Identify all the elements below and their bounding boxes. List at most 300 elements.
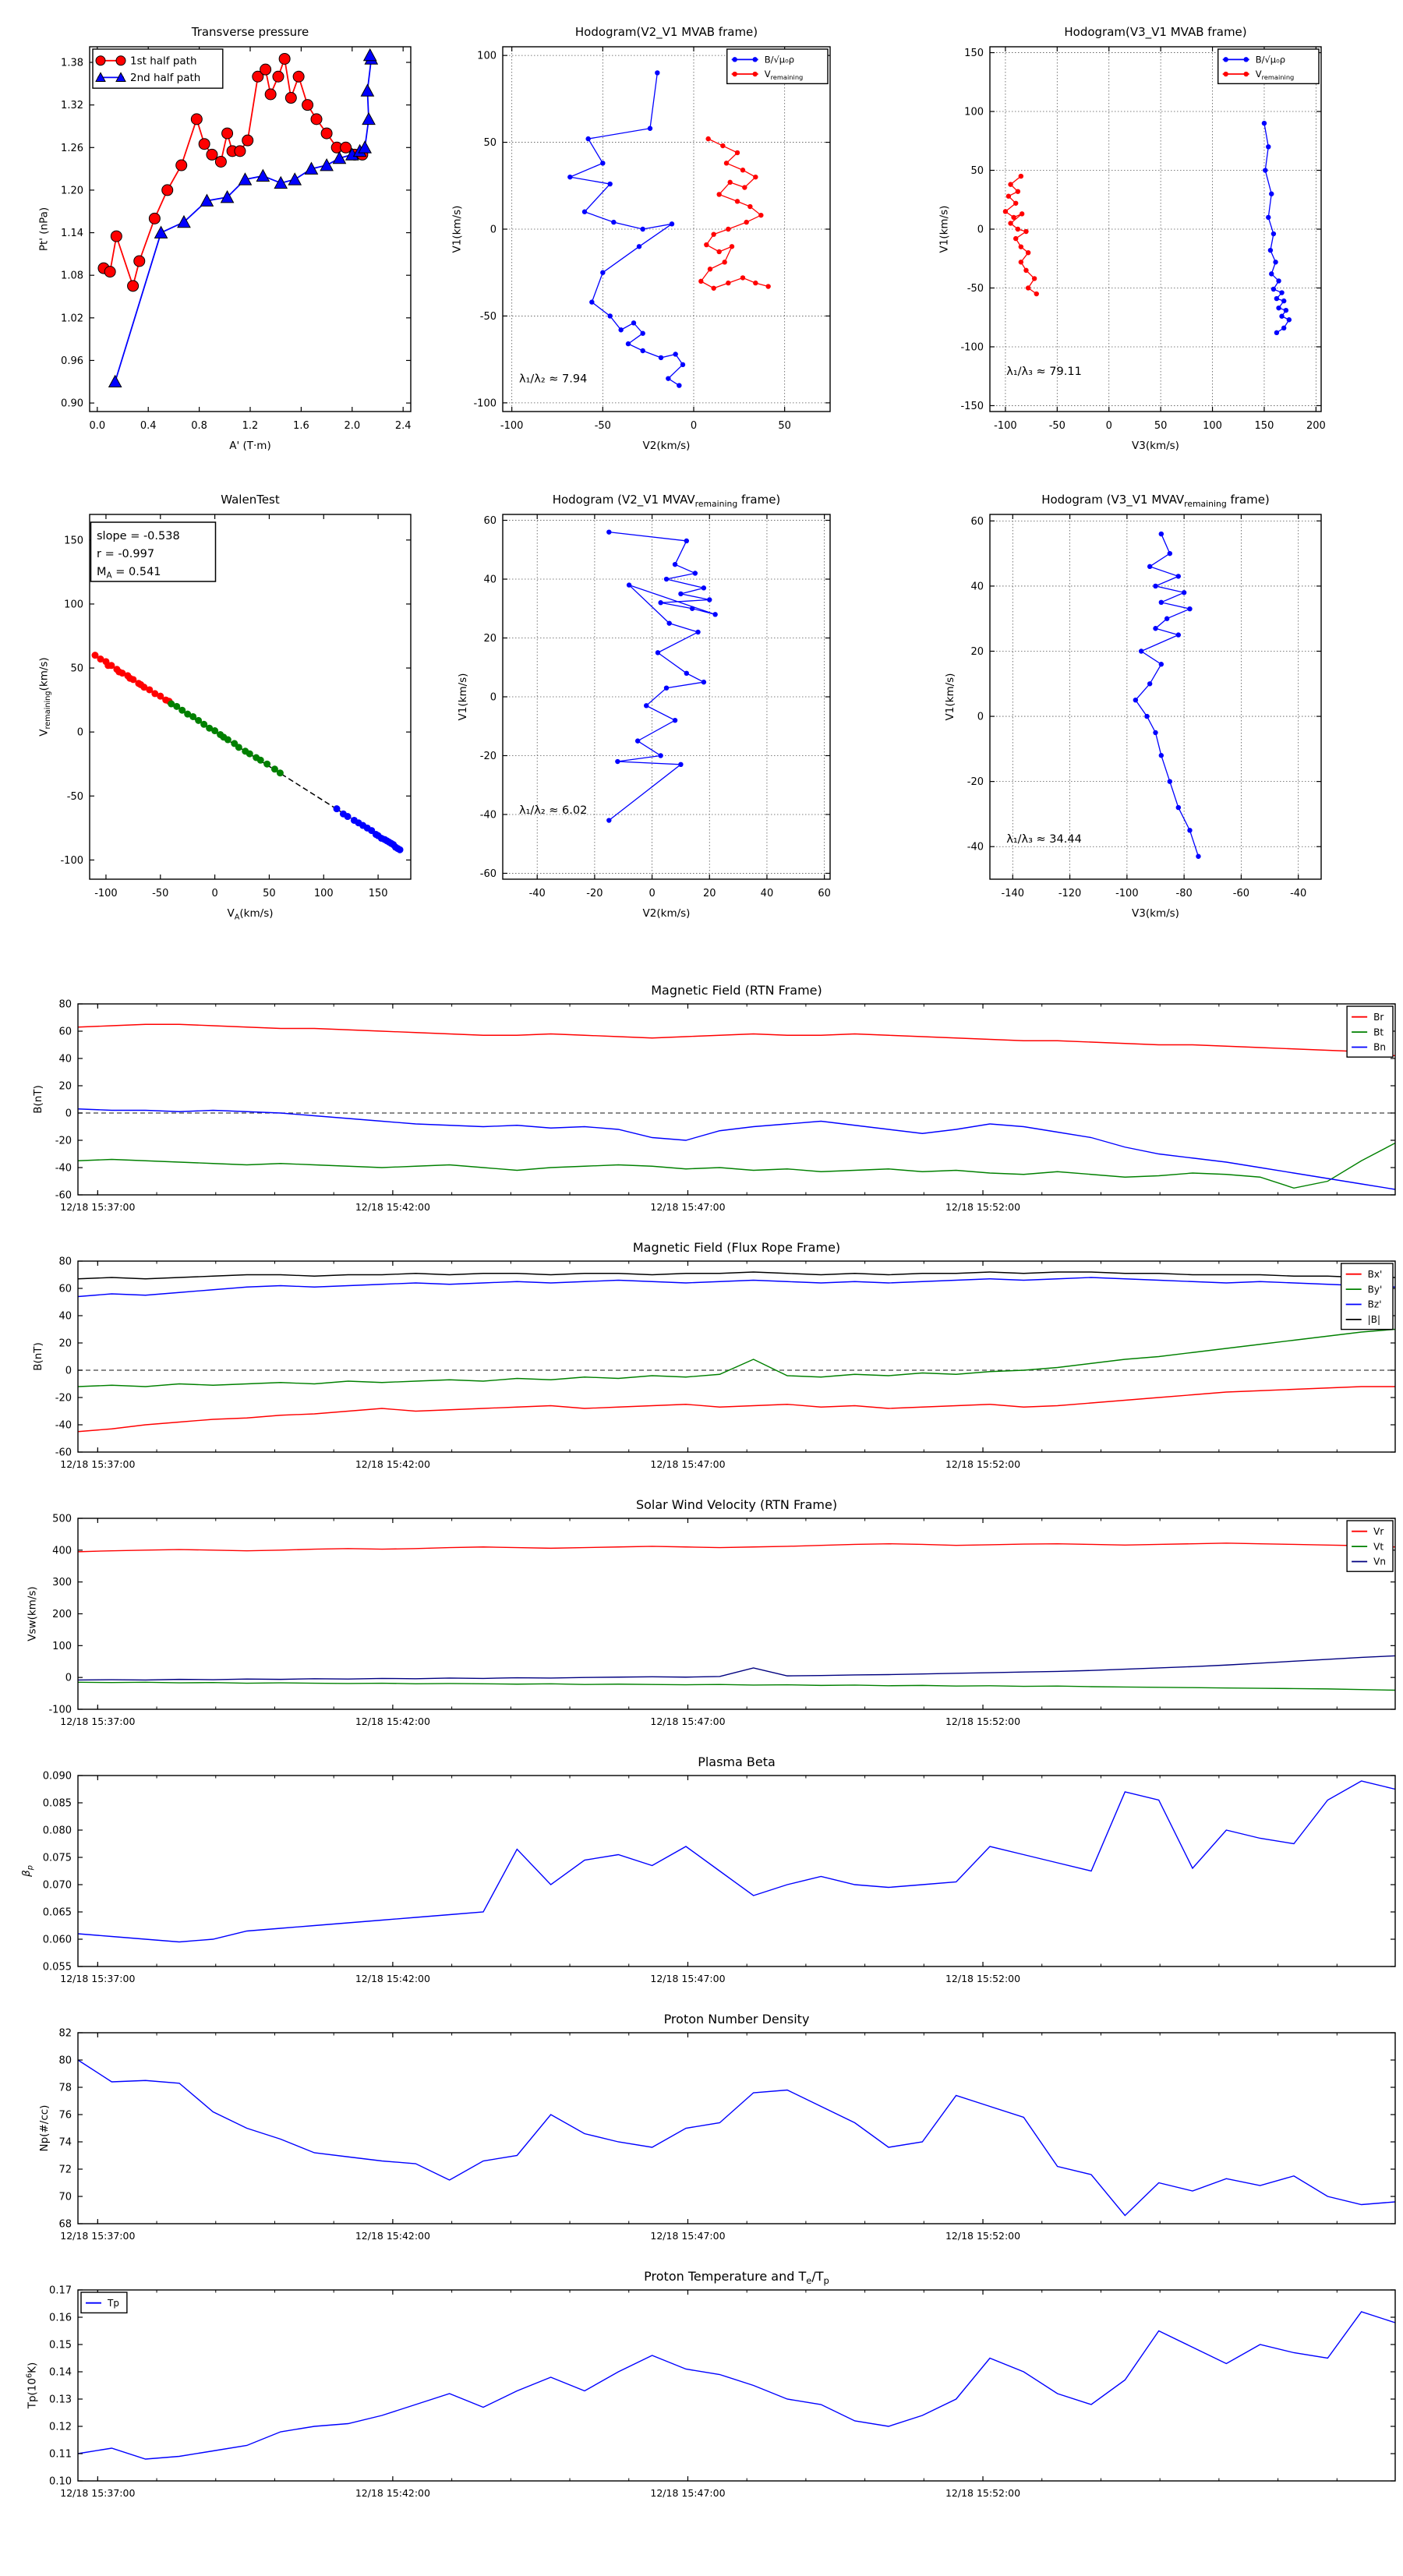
circle-shape bbox=[626, 341, 631, 346]
tspan-shape: 12/18 15:37:00 bbox=[60, 1458, 136, 1470]
tspan-shape: λ₁/λ₃ ≈ 79.11 bbox=[1006, 366, 1082, 379]
y-tick-label bbox=[61, 185, 83, 196]
series-group bbox=[98, 49, 377, 387]
x-tick-label bbox=[945, 1973, 1020, 1984]
circle-shape bbox=[702, 585, 706, 590]
legend-label bbox=[1368, 1284, 1383, 1295]
circle-shape bbox=[1269, 271, 1274, 276]
path-shape bbox=[288, 173, 301, 185]
tspan-shape: 80 bbox=[58, 1256, 72, 1268]
walen-test-panel bbox=[38, 493, 411, 921]
circle-shape bbox=[690, 606, 694, 611]
circle-shape bbox=[334, 805, 341, 812]
tspan-shape: 0 bbox=[76, 726, 83, 739]
circle-shape bbox=[344, 813, 351, 820]
y-tick-label bbox=[61, 355, 83, 367]
circle-shape bbox=[1159, 753, 1164, 758]
x-tick-label bbox=[369, 888, 388, 899]
y-tick-label bbox=[52, 1641, 72, 1652]
circle-shape bbox=[293, 71, 304, 82]
tspan-shape: 12/18 15:42:00 bbox=[355, 2487, 430, 2499]
tspan-shape: 60 bbox=[58, 1283, 72, 1295]
tspan-shape: V1(km/s) bbox=[457, 673, 470, 721]
circle-shape bbox=[235, 146, 246, 157]
y-tick-label bbox=[58, 2028, 72, 2040]
circle-shape bbox=[582, 210, 587, 214]
tspan-shape: remaining bbox=[694, 498, 738, 509]
circle-shape bbox=[1133, 698, 1138, 702]
circle-shape bbox=[753, 281, 758, 285]
tspan-shape: 100 bbox=[313, 888, 334, 899]
tspan-shape: 50 bbox=[263, 888, 276, 899]
tspan-shape: β bbox=[20, 1870, 33, 1877]
circle-shape bbox=[659, 355, 663, 360]
circle-shape bbox=[716, 249, 721, 254]
series-group bbox=[78, 1543, 1395, 1691]
tspan-shape: 500 bbox=[52, 1513, 72, 1525]
circle-shape bbox=[765, 284, 770, 288]
x-tick-label bbox=[355, 2487, 430, 2499]
y-axis-label bbox=[457, 673, 469, 721]
y-tick-label bbox=[55, 1136, 72, 1147]
tspan-shape: By' bbox=[1367, 1284, 1383, 1295]
tspan-shape: slope = -0.538 bbox=[97, 530, 180, 542]
circle-shape bbox=[1262, 121, 1267, 125]
x-tick-label bbox=[89, 420, 105, 432]
circle-shape bbox=[1269, 192, 1274, 196]
y-tick-label bbox=[977, 224, 984, 236]
tspan-shape: 20 bbox=[970, 646, 984, 658]
tspan-shape: -20 bbox=[55, 1135, 72, 1147]
circle-shape bbox=[635, 738, 640, 743]
y-axis-label bbox=[38, 207, 51, 251]
y-tick-label bbox=[55, 1190, 72, 1202]
y-tick-label bbox=[967, 776, 984, 788]
circle-shape bbox=[1287, 317, 1292, 322]
tspan-shape: 20 bbox=[702, 888, 716, 899]
axes-frame bbox=[78, 1776, 1395, 1966]
y-tick-label bbox=[477, 51, 497, 62]
circle-shape bbox=[1271, 287, 1276, 292]
circle-shape bbox=[655, 70, 659, 75]
circle-shape bbox=[735, 199, 740, 203]
tspan-shape: λ₁/λ₃ ≈ 34.44 bbox=[1006, 833, 1082, 846]
tspan-shape: 1.20 bbox=[61, 185, 83, 197]
y-tick-label bbox=[483, 137, 497, 149]
panel-title bbox=[651, 983, 822, 998]
y-tick-label bbox=[964, 107, 984, 118]
circle-shape bbox=[720, 143, 725, 148]
tspan-shape: -100 bbox=[500, 420, 524, 432]
tspan-shape: V bbox=[764, 69, 771, 80]
tspan-shape: 60 bbox=[58, 1026, 72, 1038]
circle-shape bbox=[1013, 201, 1018, 206]
x-axis-label bbox=[1132, 440, 1179, 452]
tspan-shape: -80 bbox=[1175, 888, 1193, 899]
circle-shape bbox=[1276, 278, 1281, 283]
y-tick-label bbox=[49, 2285, 72, 2297]
y-tick-label bbox=[64, 535, 83, 546]
x-tick-label bbox=[242, 420, 259, 432]
circle-shape bbox=[1008, 221, 1012, 225]
series-group bbox=[91, 652, 403, 853]
tspan-shape: Vn bbox=[1373, 1556, 1386, 1567]
y-tick-label bbox=[490, 692, 497, 704]
annotation-text bbox=[1006, 366, 1082, 378]
axes-frame bbox=[78, 1004, 1395, 1195]
y-tick-label bbox=[977, 712, 984, 723]
panel-title bbox=[575, 25, 758, 40]
axes-frame bbox=[990, 514, 1321, 879]
stats-line bbox=[97, 530, 180, 542]
y-tick-label bbox=[58, 2055, 72, 2067]
y-tick-label bbox=[43, 1907, 72, 1919]
x-tick-label bbox=[778, 420, 791, 432]
x-tick-label bbox=[650, 1716, 725, 1727]
x-tick-label bbox=[152, 888, 168, 899]
series-group bbox=[78, 1781, 1395, 1942]
tspan-shape: 0.8 bbox=[191, 420, 207, 432]
tspan-shape: p bbox=[26, 1865, 35, 1871]
tspan-shape: 12/18 15:42:00 bbox=[355, 1716, 430, 1727]
tspan-shape: 100 bbox=[1203, 420, 1222, 432]
tspan-shape: A bbox=[106, 571, 112, 581]
x-axis-label bbox=[643, 907, 691, 920]
circle-shape bbox=[1271, 231, 1276, 236]
circle-shape bbox=[735, 150, 740, 155]
tspan-shape: -20 bbox=[967, 776, 984, 789]
tspan-shape: /T bbox=[811, 2269, 824, 2284]
x-tick-label bbox=[355, 1716, 430, 1727]
panel-title bbox=[1064, 25, 1246, 40]
circle-shape bbox=[666, 376, 670, 380]
circle-shape bbox=[1153, 626, 1157, 631]
legend-label bbox=[130, 55, 197, 68]
x-axis-label bbox=[643, 440, 691, 452]
x-tick-label bbox=[650, 1458, 725, 1470]
x-tick-label bbox=[818, 888, 831, 899]
circle-shape bbox=[678, 592, 683, 596]
y-tick-label bbox=[65, 1673, 72, 1684]
tspan-shape: 100 bbox=[964, 106, 984, 118]
series-Bz' bbox=[78, 1277, 1395, 1297]
y-tick-label bbox=[43, 1798, 72, 1810]
circle-shape bbox=[1182, 590, 1186, 595]
panel-title bbox=[1041, 493, 1270, 509]
circle-shape bbox=[684, 539, 689, 543]
tspan-shape: 100 bbox=[52, 1640, 72, 1652]
circle-shape bbox=[1266, 144, 1270, 149]
tspan-shape: Bn bbox=[1373, 1041, 1386, 1053]
annotation-text bbox=[1006, 833, 1082, 846]
circle-shape bbox=[1019, 260, 1023, 264]
circle-shape bbox=[740, 168, 745, 172]
circle-shape bbox=[1266, 215, 1270, 220]
circle-shape bbox=[627, 582, 631, 587]
hodogram-v3v1-mvav-panel bbox=[944, 493, 1321, 920]
circle-shape bbox=[1187, 828, 1192, 832]
stats-line bbox=[97, 566, 161, 581]
tspan-shape: 68 bbox=[58, 2218, 72, 2231]
legend-label bbox=[1373, 1541, 1384, 1552]
circle-shape bbox=[585, 136, 590, 141]
y-tick-label bbox=[55, 1163, 72, 1175]
x-tick-label bbox=[650, 1201, 725, 1213]
circle-shape bbox=[637, 244, 641, 249]
y-tick-label bbox=[43, 1771, 72, 1783]
tspan-shape: 0.13 bbox=[49, 2394, 72, 2406]
tspan-shape: 60 bbox=[483, 515, 497, 528]
y-tick-label bbox=[43, 1935, 72, 1946]
tspan-shape: -100 bbox=[473, 398, 497, 410]
x-tick-label bbox=[648, 888, 655, 899]
tspan-shape: 12/18 15:37:00 bbox=[60, 2487, 136, 2499]
x-axis-label bbox=[228, 907, 274, 921]
tspan-shape: 78 bbox=[58, 2082, 72, 2094]
series-group bbox=[1003, 121, 1292, 335]
circle-shape bbox=[1224, 72, 1228, 76]
panel-title bbox=[636, 1497, 837, 1512]
tspan-shape: 12/18 15:47:00 bbox=[650, 1716, 726, 1727]
circle-shape bbox=[744, 220, 748, 224]
x-tick-label bbox=[945, 1201, 1020, 1213]
legend-label bbox=[1373, 1012, 1384, 1023]
tspan-shape: B/√μ₀ρ bbox=[1255, 54, 1286, 65]
tspan-shape: Hodogram(V3_V1 MVAB frame) bbox=[1064, 25, 1247, 39]
circle-shape bbox=[707, 597, 712, 602]
tspan-shape: Vr bbox=[1373, 1525, 1384, 1537]
circle-shape bbox=[235, 744, 242, 751]
tspan-shape: 50 bbox=[778, 420, 791, 432]
x-tick-label bbox=[1290, 888, 1306, 899]
tspan-shape: A' (T·m) bbox=[229, 440, 271, 452]
tspan-shape: 0 bbox=[489, 691, 497, 704]
x-tick-label bbox=[500, 420, 524, 432]
tspan-shape: 40 bbox=[970, 581, 984, 593]
y-tick-label bbox=[58, 1284, 72, 1295]
tspan-shape: -100 bbox=[60, 854, 83, 867]
tspan-shape: 12/18 15:52:00 bbox=[945, 1458, 1021, 1470]
hodogram-v2v1-mvav-panel bbox=[457, 493, 831, 920]
circle-shape bbox=[265, 89, 276, 100]
circle-shape bbox=[1139, 648, 1143, 653]
proton-number-density-panel bbox=[38, 2012, 1395, 2242]
circle-shape bbox=[1274, 330, 1279, 335]
circle-shape bbox=[615, 759, 620, 764]
circle-shape bbox=[607, 182, 612, 186]
tspan-shape: 12/18 15:37:00 bbox=[60, 2230, 136, 2242]
circle-shape bbox=[273, 71, 284, 82]
tspan-shape: -100 bbox=[1115, 888, 1139, 899]
y-axis-label bbox=[32, 1342, 44, 1371]
circle-shape bbox=[753, 72, 758, 76]
circle-shape bbox=[742, 185, 747, 189]
panel-title bbox=[633, 1240, 840, 1255]
series-group bbox=[78, 1272, 1395, 1432]
y-axis-label bbox=[25, 2362, 38, 2410]
circle-shape bbox=[1244, 72, 1249, 76]
circle-shape bbox=[631, 320, 636, 325]
y-axis-label bbox=[451, 206, 464, 253]
series-Bt bbox=[78, 1143, 1395, 1189]
x-tick-label bbox=[60, 1973, 135, 1984]
circle-shape bbox=[149, 213, 160, 224]
tspan-shape: -100 bbox=[48, 1704, 72, 1716]
y-tick-label bbox=[43, 1853, 72, 1864]
tspan-shape: 76 bbox=[58, 2109, 72, 2122]
circle-shape bbox=[1159, 532, 1164, 536]
tspan-shape: remaining bbox=[1184, 498, 1227, 509]
y-tick-label bbox=[967, 283, 984, 295]
y-tick-label bbox=[58, 2137, 72, 2149]
circle-shape bbox=[589, 299, 594, 304]
tspan-shape: λ₁/λ₂ ≈ 7.94 bbox=[519, 373, 588, 386]
circle-shape bbox=[1273, 260, 1278, 264]
x-tick-label bbox=[586, 888, 603, 899]
circle-shape bbox=[1019, 174, 1023, 178]
y-tick-label bbox=[67, 791, 83, 803]
x-tick-label bbox=[355, 1973, 430, 1984]
tspan-shape: 20 bbox=[58, 1080, 72, 1093]
tspan-shape: -20 bbox=[55, 1392, 72, 1405]
circle-shape bbox=[1020, 211, 1024, 216]
tspan-shape: -60 bbox=[1232, 888, 1250, 899]
y-axis-label bbox=[32, 1085, 44, 1114]
tspan-shape: 0.90 bbox=[61, 398, 83, 410]
series-group bbox=[78, 2312, 1395, 2459]
tspan-shape: -60 bbox=[55, 1447, 72, 1459]
y-tick-label bbox=[61, 313, 83, 324]
circle-shape bbox=[199, 139, 210, 150]
tspan-shape: 74 bbox=[58, 2136, 72, 2149]
series-Tp bbox=[78, 2312, 1395, 2459]
series-path bbox=[609, 532, 715, 821]
circle-shape bbox=[1244, 57, 1249, 62]
y-axis-label bbox=[20, 1865, 34, 1878]
magnetic-field-flux-rope-panel bbox=[32, 1240, 1395, 1470]
circle-shape bbox=[191, 114, 202, 125]
y-tick-label bbox=[49, 2394, 72, 2406]
axes-frame bbox=[78, 2033, 1395, 2224]
tspan-shape: Np(#/cc) bbox=[37, 2104, 51, 2152]
circle-shape bbox=[1168, 779, 1172, 783]
tspan-shape: Solar Wind Velocity (RTN Frame) bbox=[635, 1497, 838, 1512]
tspan-shape: 1st half path bbox=[130, 55, 197, 68]
tspan-shape: Bz' bbox=[1367, 1299, 1382, 1310]
circle-shape bbox=[758, 213, 763, 217]
circle-shape bbox=[1144, 714, 1149, 719]
circle-shape bbox=[1153, 584, 1157, 588]
path-shape bbox=[362, 113, 375, 125]
circle-shape bbox=[607, 313, 612, 318]
plasma-beta-panel bbox=[20, 1754, 1395, 1984]
circle-shape bbox=[695, 630, 700, 634]
hodogram-v2v1-mvab-panel bbox=[451, 25, 830, 452]
x-axis-label bbox=[1132, 907, 1179, 920]
panel-title bbox=[698, 1754, 776, 1769]
tspan-shape: V3(km/s) bbox=[1132, 907, 1179, 920]
legend-label bbox=[1368, 1299, 1382, 1310]
tspan-shape: V1(km/s) bbox=[451, 205, 464, 253]
tspan-shape: V2(km/s) bbox=[642, 907, 691, 920]
tspan-shape: 12/18 15:52:00 bbox=[945, 1716, 1021, 1727]
circle-shape bbox=[733, 57, 737, 62]
y-tick-label bbox=[58, 1311, 72, 1323]
tspan-shape: 1.2 bbox=[242, 420, 259, 432]
x-tick-label bbox=[355, 2230, 430, 2242]
circle-shape bbox=[279, 53, 290, 64]
circle-shape bbox=[1196, 854, 1200, 859]
circle-shape bbox=[600, 161, 605, 165]
tspan-shape: 72 bbox=[58, 2164, 72, 2176]
panel-title bbox=[664, 2012, 810, 2027]
tspan-shape: Proton Number Density bbox=[663, 2012, 810, 2027]
tspan-shape: -50 bbox=[594, 420, 611, 432]
y-tick-label bbox=[49, 2422, 72, 2433]
circle-shape bbox=[711, 231, 716, 236]
tspan-shape: 0 bbox=[1105, 420, 1112, 432]
tspan-shape: 12/18 15:37:00 bbox=[60, 1201, 136, 1213]
y-tick-label bbox=[970, 165, 984, 177]
legend-label bbox=[1373, 1526, 1384, 1537]
y-tick-label bbox=[490, 224, 497, 236]
tspan-shape: frame) bbox=[737, 493, 781, 507]
x-tick-label bbox=[191, 420, 207, 432]
tspan-shape: WalenTest bbox=[221, 493, 280, 507]
y-tick-label bbox=[77, 727, 83, 739]
circle-shape bbox=[321, 128, 332, 139]
x-tick-label bbox=[355, 1458, 430, 1470]
tspan-shape: λ₁/λ₂ ≈ 6.02 bbox=[519, 804, 588, 817]
circle-shape bbox=[1176, 632, 1181, 637]
circle-shape bbox=[1187, 606, 1192, 611]
y-tick-label bbox=[55, 1447, 72, 1459]
x-tick-label bbox=[945, 2487, 1020, 2499]
y-tick-label bbox=[58, 2192, 72, 2203]
tspan-shape: Tp(10 bbox=[26, 2378, 39, 2409]
y-tick-label bbox=[483, 515, 497, 527]
y-axis-label bbox=[944, 673, 956, 721]
y-tick-label bbox=[480, 311, 497, 323]
tspan-shape: 0 bbox=[211, 888, 218, 899]
y-tick-label bbox=[58, 1256, 72, 1268]
y-axis-label bbox=[38, 2105, 51, 2152]
tspan-shape: 12/18 15:47:00 bbox=[650, 1201, 726, 1213]
y-tick-label bbox=[483, 574, 497, 586]
circle-shape bbox=[730, 244, 734, 249]
circle-shape bbox=[1284, 308, 1288, 313]
circle-shape bbox=[1176, 574, 1181, 578]
y-tick-label bbox=[58, 2164, 72, 2176]
circle-shape bbox=[1011, 215, 1016, 220]
tspan-shape: 0.075 bbox=[42, 1852, 72, 1864]
circle-shape bbox=[1268, 248, 1273, 253]
x-tick-label bbox=[355, 1201, 430, 1213]
tspan-shape: 50 bbox=[483, 137, 497, 150]
circle-shape bbox=[1147, 564, 1152, 569]
tspan-shape: 20 bbox=[58, 1337, 72, 1350]
tspan-shape: -40 bbox=[967, 841, 984, 853]
tspan-shape: 70 bbox=[58, 2191, 72, 2203]
y-tick-label bbox=[52, 1609, 72, 1620]
tspan-shape: 0.065 bbox=[42, 1906, 72, 1919]
tspan-shape: -50 bbox=[967, 282, 984, 295]
tspan-shape: Transverse pressure bbox=[191, 25, 309, 39]
y-axis-label bbox=[38, 657, 52, 736]
tspan-shape: 12/18 15:47:00 bbox=[650, 1973, 726, 1984]
tspan-shape: 0.96 bbox=[61, 355, 83, 367]
tspan-shape: 0 bbox=[65, 1108, 72, 1120]
